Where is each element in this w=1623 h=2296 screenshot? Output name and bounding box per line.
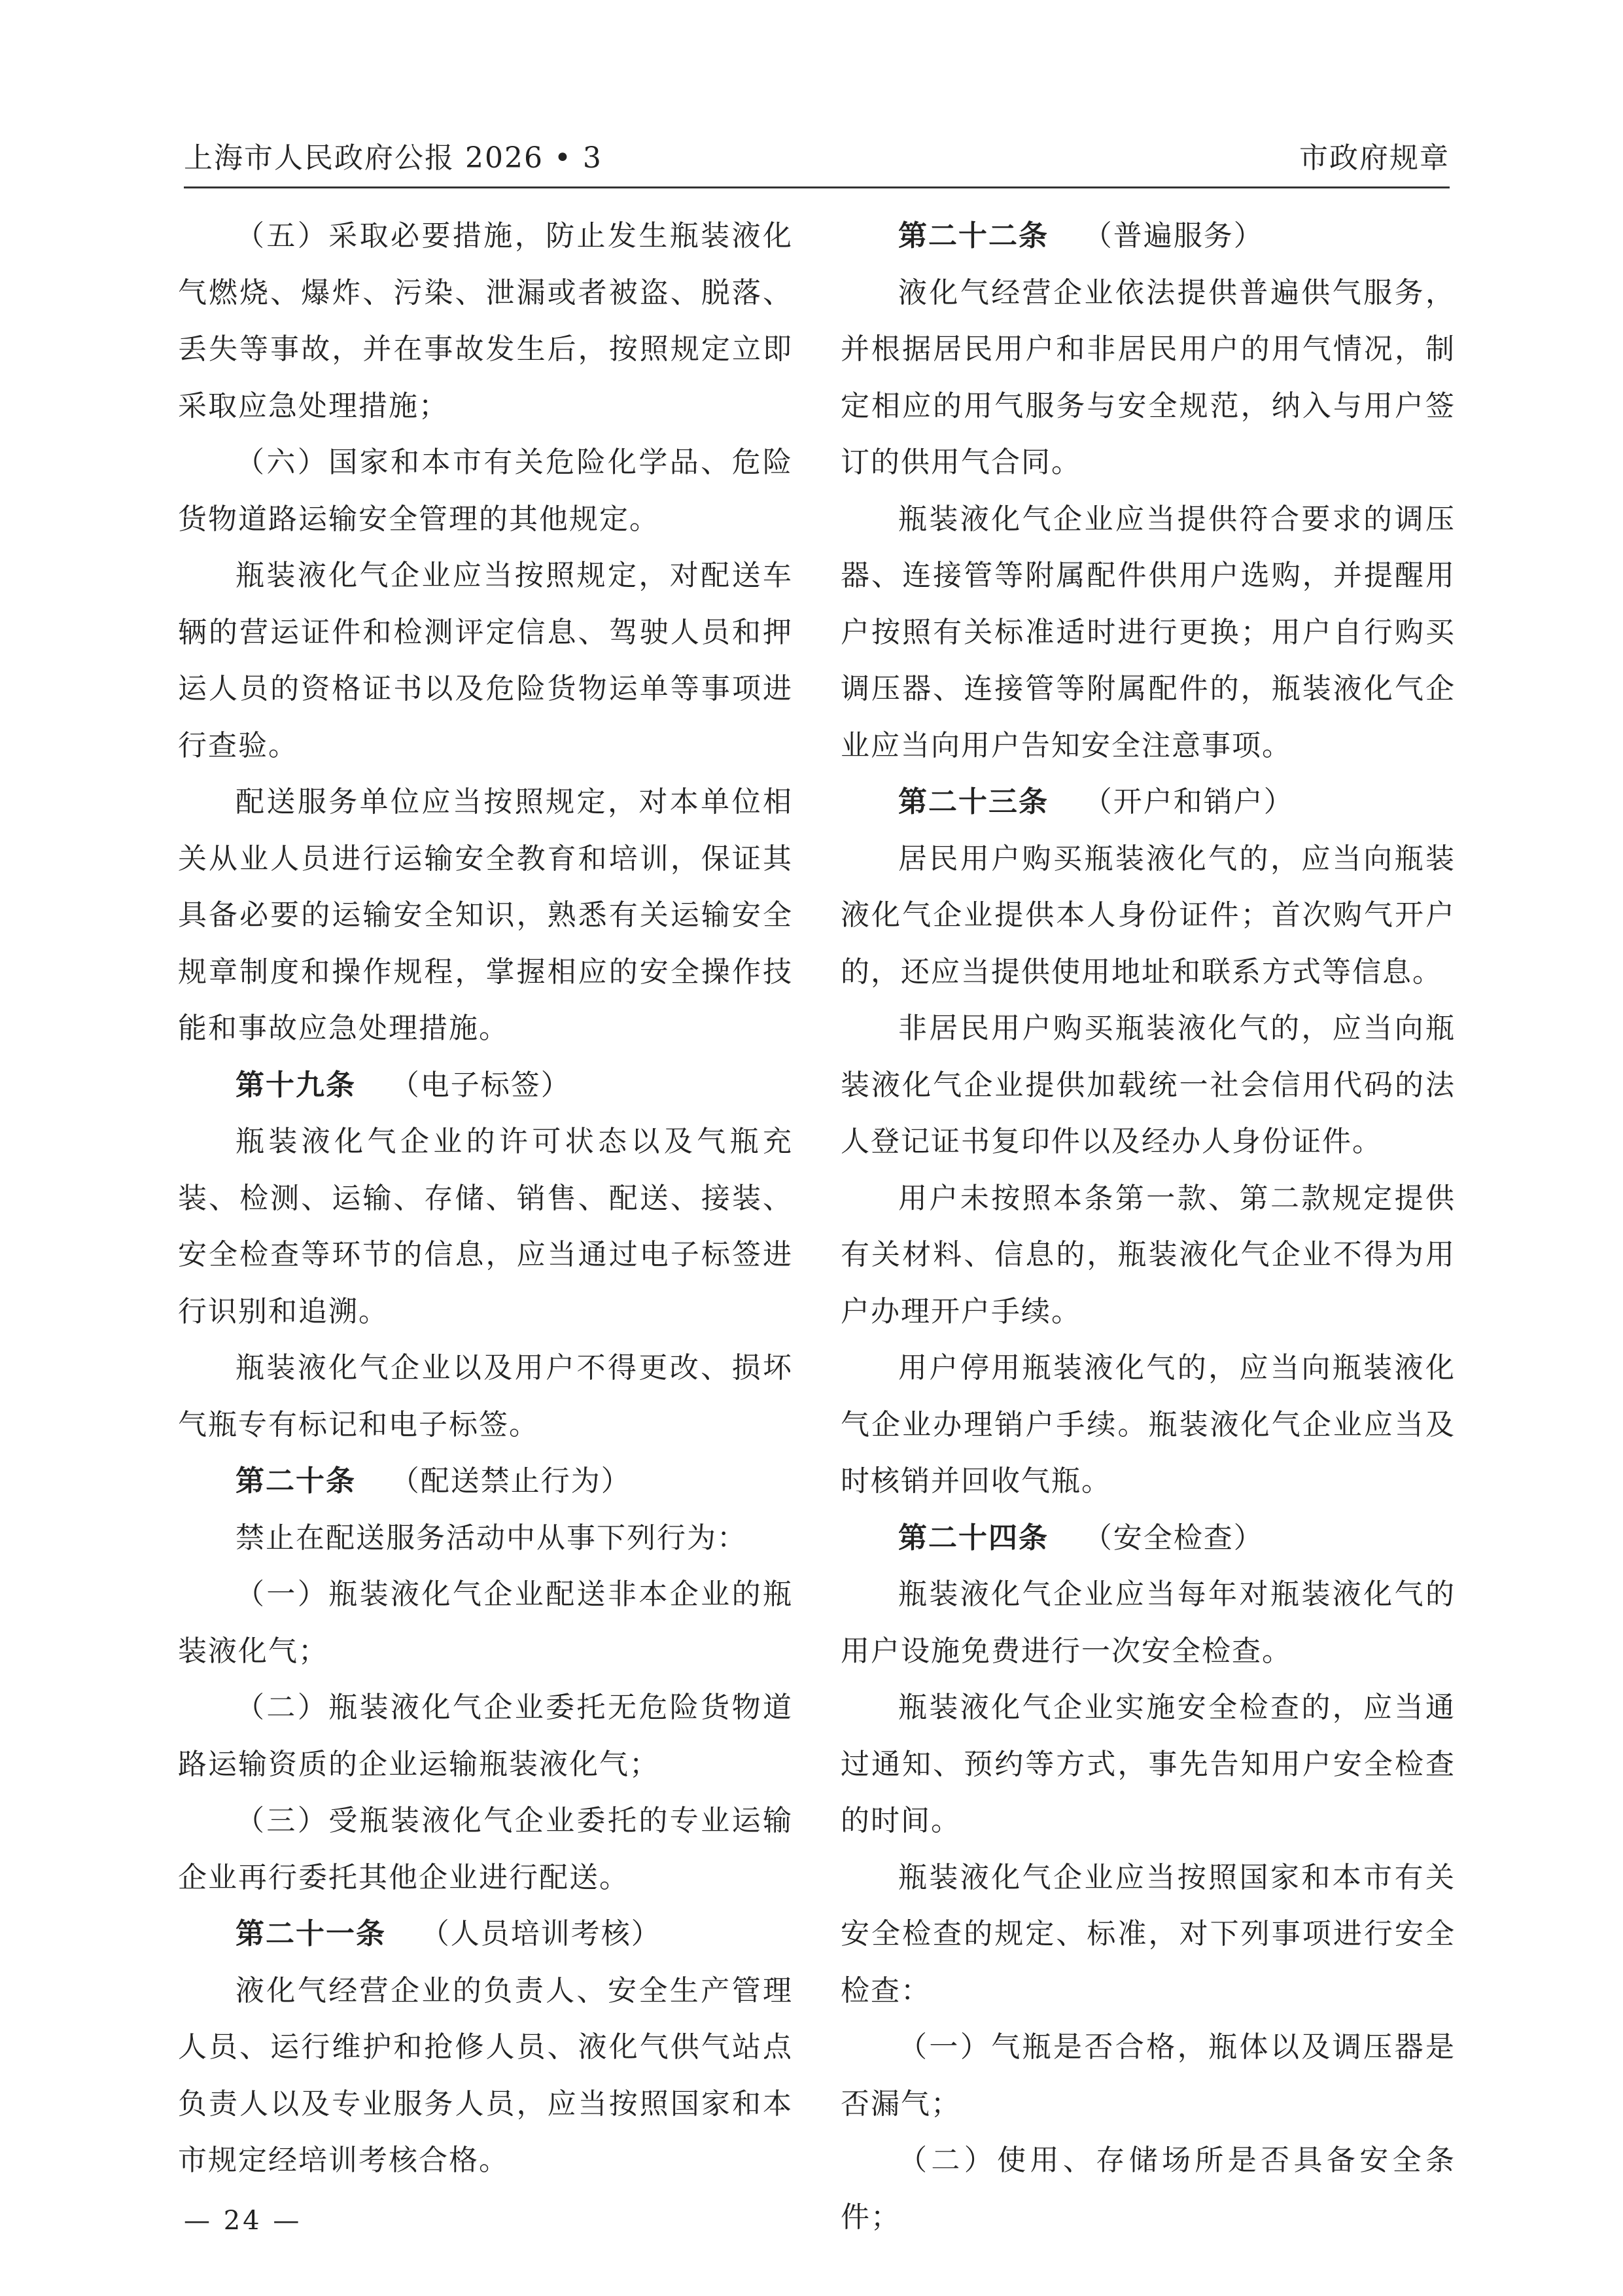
article-title: （安全检查） (1083, 1521, 1264, 1555)
article-title: （电子标签） (390, 1068, 571, 1102)
article-number: 第二十一条 (236, 1917, 386, 1951)
header-rule (184, 186, 1450, 188)
article-heading (178, 1453, 793, 1510)
paragraph: 配送服务单位应当按照规定，对本单位相关从业人员进行运输安全教育和培训，保证其具备必要的运输安全知识，熟悉有关运输安全规章制度和操作规程，掌握相应的安全操作技能和事故应急处理措施。 (178, 785, 793, 1045)
article-number: 第十九条 (236, 1068, 356, 1102)
paragraph: 瓶装液化气企业以及用户不得更改、损坏气瓶专有标记和电子标签。 (178, 1351, 793, 1441)
article-heading (841, 1510, 1456, 1567)
article-title: （普遍服务） (1083, 219, 1264, 253)
paragraph: 液化气经营企业依法提供普遍供气服务，并根据居民用户和非居民用户的用气情况，制定相应的用气服务与安全规范，纳入与用户签订的供用气合同。 (841, 275, 1456, 479)
article-title: （开户和销户） (1083, 785, 1294, 819)
article-number: 第二十条 (236, 1464, 356, 1498)
left-column (178, 208, 793, 2189)
paragraph: （二）瓶装液化气企业委托无危险货物道路运输资质的企业运输瓶装液化气； (178, 1691, 793, 1781)
paragraph: （三）受瓶装液化气企业委托的专业运输企业再行委托其他企业进行配送。 (178, 1804, 793, 1894)
paragraph: 瓶装液化气企业的许可状态以及气瓶充装、检测、运输、存储、销售、配送、接装、安全检查等环节的信息，应当通过电子标签进行识别和追溯。 (178, 1125, 793, 1328)
article-heading (178, 1057, 793, 1114)
paragraph: （五）采取必要措施，防止发生瓶装液化气燃烧、爆炸、污染、泄漏或者被盗、脱落、丢失等事故，并在事故发生后，按照规定立即采取应急处理措施； (178, 219, 793, 423)
paragraph: （一）气瓶是否合格，瓶体以及调压器是否漏气； (841, 2030, 1456, 2121)
paragraph: 瓶装液化气企业应当按照规定，对配送车辆的营运证件和检测评定信息、驾驶人员和押运人员的资格证书以及危险货物运单等事项进行查验。 (178, 559, 793, 762)
paragraph: 瓶装液化气企业应当提供符合要求的调压器、连接管等附属配件供用户选购，并提醒用户按照有关标准适时进行更换；用户自行购买调压器、连接管等附属配件的，瓶装液化气企业应当向用户告知安全注意事项。 (841, 502, 1456, 762)
article-number: 第二十三条 (898, 785, 1049, 819)
article-heading (841, 774, 1456, 831)
paragraph: （六）国家和本市有关危险化学品、危险货物道路运输安全管理的其他规定。 (178, 446, 793, 536)
section-title: 市政府规章 (1299, 141, 1450, 175)
paragraph: 禁止在配送服务活动中从事下列行为： (236, 1521, 747, 1555)
right-column (841, 208, 1456, 2246)
article-title: （配送禁止行为） (390, 1464, 631, 1498)
paragraph: 瓶装液化气企业应当每年对瓶装液化气的用户设施免费进行一次安全检查。 (841, 1578, 1456, 1668)
paragraph: 瓶装液化气企业应当按照国家和本市有关安全检查的规定、标准，对下列事项进行安全检查： (841, 1860, 1456, 2007)
paragraph: 居民用户购买瓶装液化气的，应当向瓶装液化气企业提供本人身份证件；首次购气开户的，还应当提供使用地址和联系方式等信息。 (841, 841, 1456, 989)
paragraph: 用户未按照本条第一款、第二款规定提供有关材料、信息的，瓶装液化气企业不得为用户办理开户手续。 (841, 1181, 1456, 1328)
page-number: — 24 — (184, 2206, 302, 2236)
paragraph: （一）瓶装液化气企业配送非本企业的瓶装液化气； (178, 1578, 793, 1668)
paragraph: （二）使用、存储场所是否具备安全条件； (841, 2144, 1456, 2234)
article-number: 第二十二条 (898, 219, 1049, 253)
article-number: 第二十四条 (898, 1521, 1049, 1555)
article-heading (841, 208, 1456, 265)
journal-title: 上海市人民政府公报 2026 • 3 (184, 141, 602, 175)
paragraph: 用户停用瓶装液化气的，应当向瓶装液化气企业办理销户手续。瓶装液化气企业应当及时核销并回收气瓶。 (841, 1351, 1456, 1498)
paragraph: 瓶装液化气企业实施安全检查的，应当通过通知、预约等方式，事先告知用户安全检查的时间。 (841, 1691, 1456, 1837)
article-heading (178, 1906, 793, 1963)
paragraph: 液化气经营企业的负责人、安全生产管理人员、运行维护和抢修人员、液化气供气站点负责人以及专业服务人员，应当按照国家和本市规定经培训考核合格。 (178, 1973, 793, 2177)
paragraph: 非居民用户购买瓶装液化气的，应当向瓶装液化气企业提供加载统一社会信用代码的法人登记证书复印件以及经办人身份证件。 (841, 1012, 1456, 1158)
article-title: （人员培训考核） (420, 1917, 661, 1951)
